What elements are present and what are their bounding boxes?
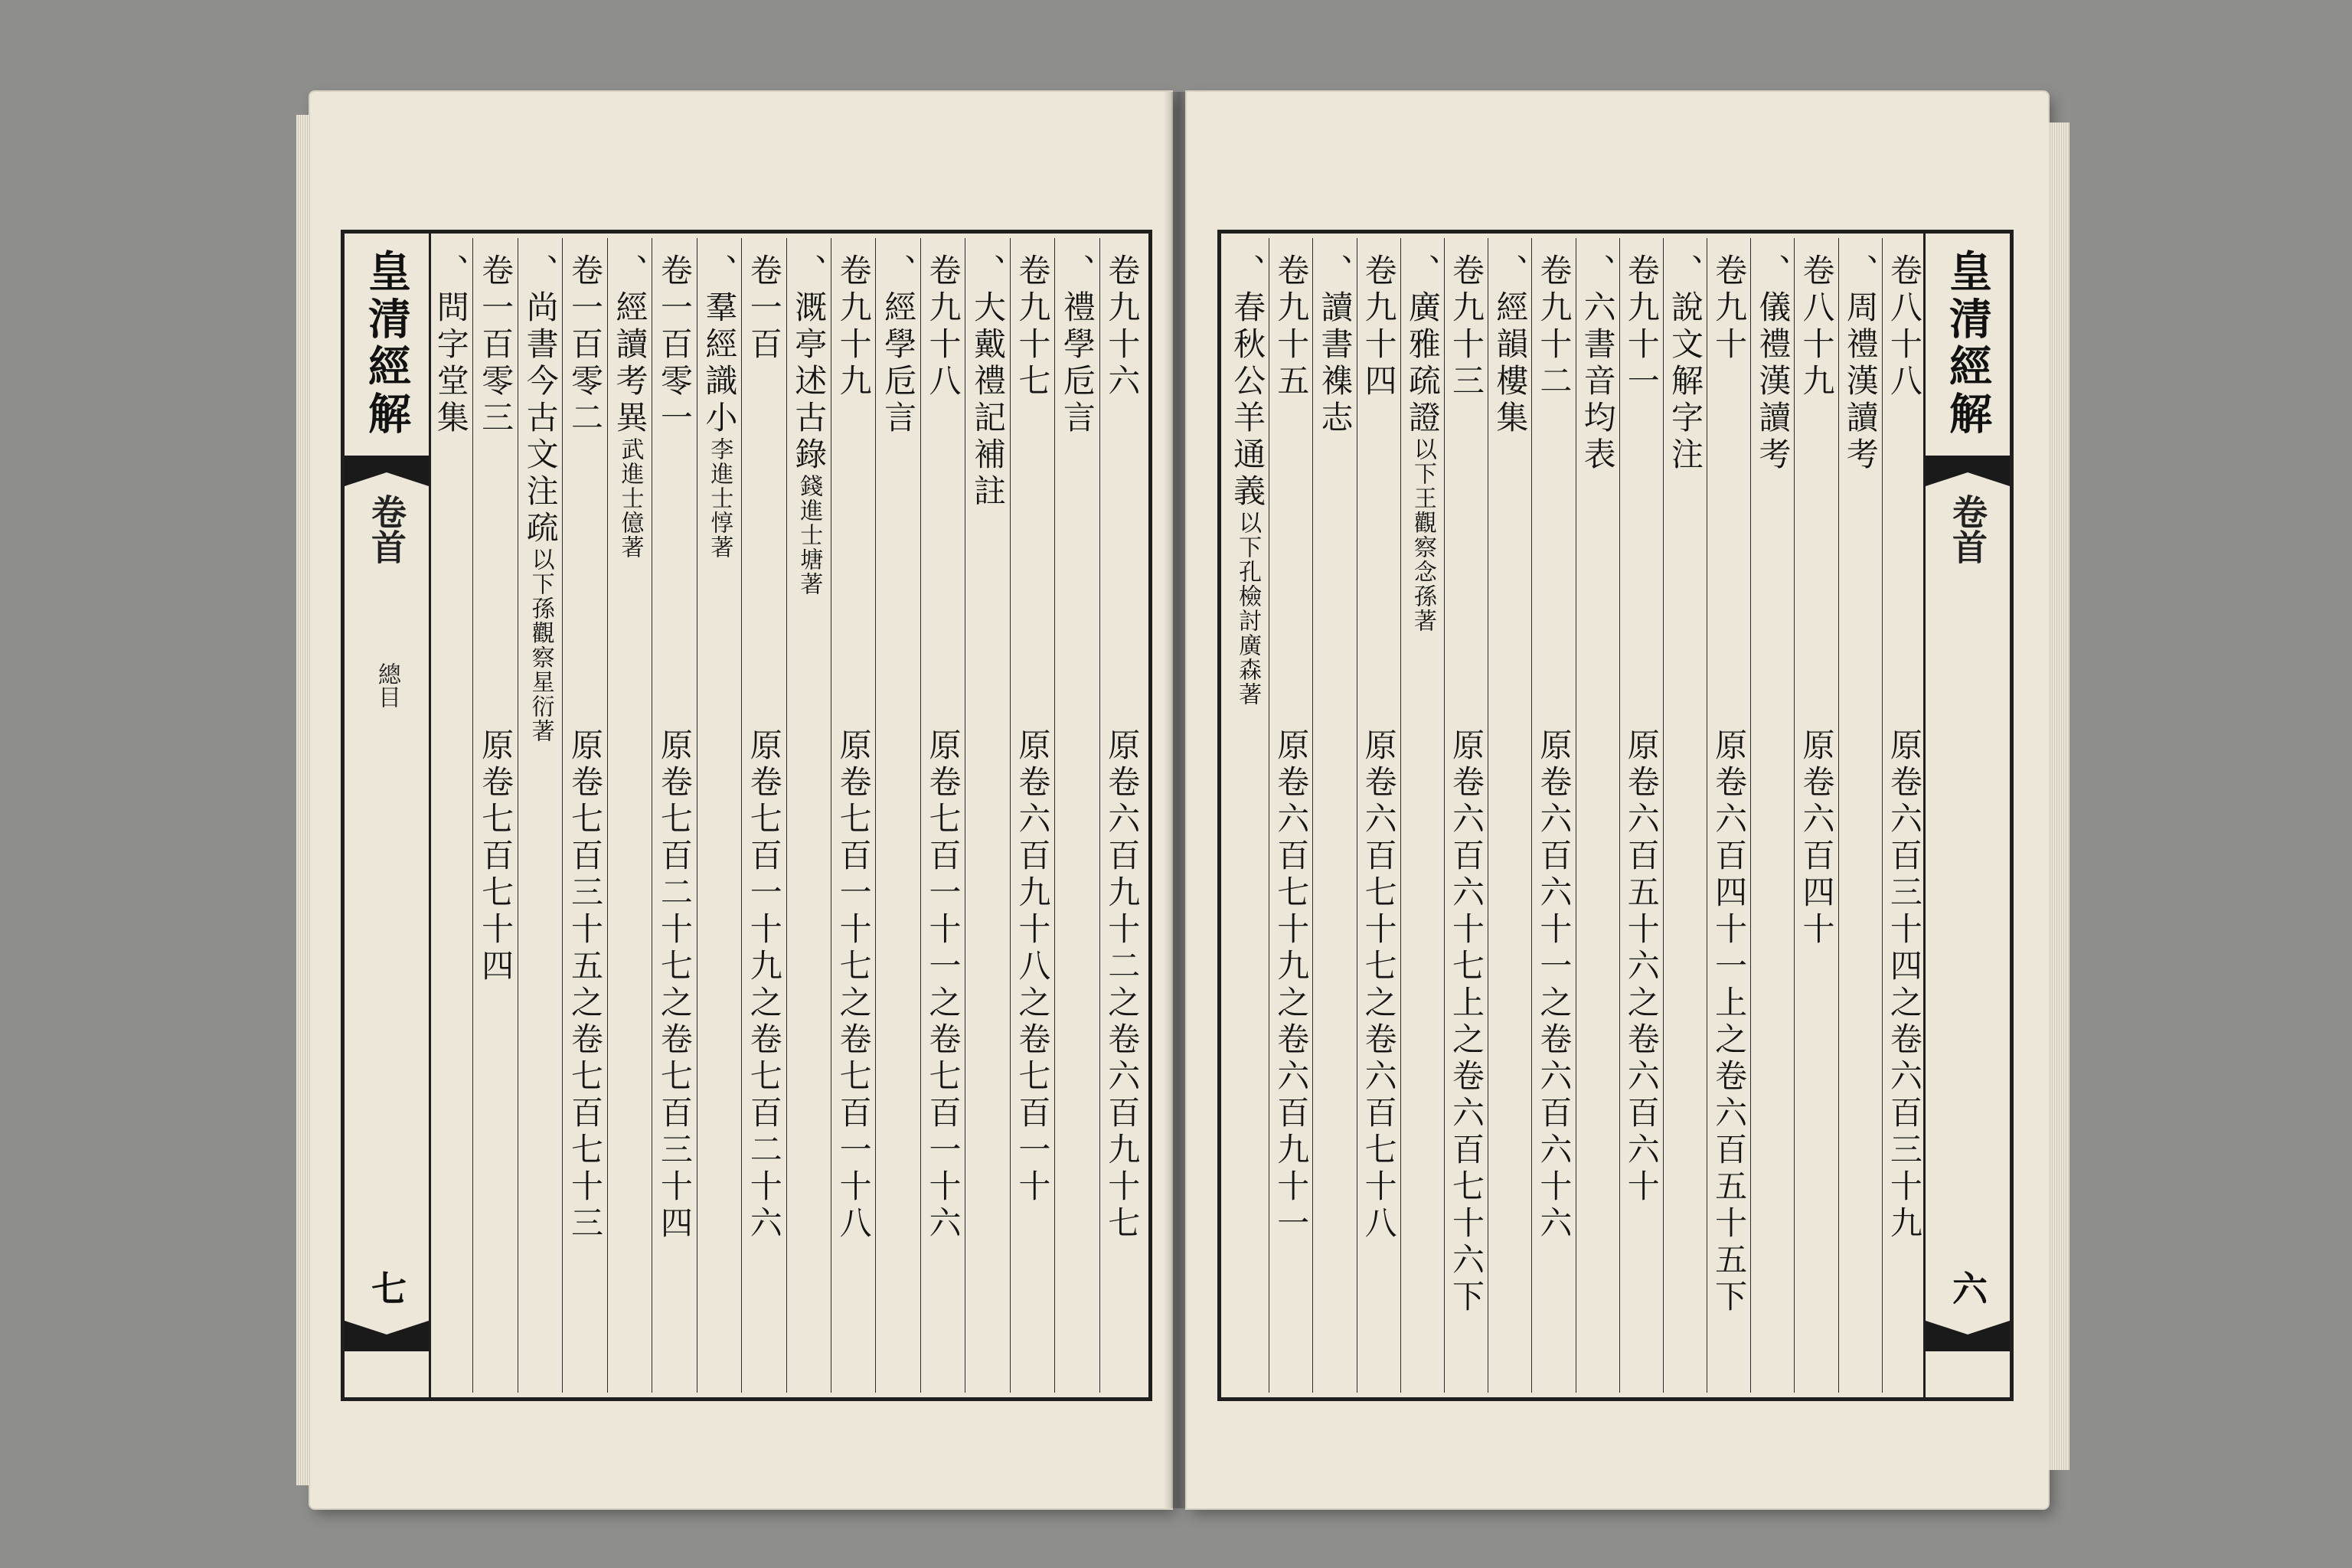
entry-text: 卷九十五 — [1272, 253, 1311, 400]
original-volume-range: 原卷七百一十七之卷七百一十八 — [835, 728, 873, 1243]
banner-title: 皇清經解 — [361, 249, 412, 439]
entry-text: 卷九十八 — [924, 253, 962, 400]
entry-text: 卷八十九 — [1798, 253, 1836, 400]
entry-text: 、經讀考異武進士億著 — [611, 253, 649, 560]
entry-text: 卷九十三 — [1448, 253, 1486, 400]
text-column — [1531, 238, 1575, 1393]
original-volume-range: 原卷六百六十一之卷六百六十六 — [1535, 728, 1573, 1243]
author-note: 以下王觀察念孫著 — [1409, 437, 1436, 633]
text-column — [1576, 238, 1619, 1393]
original-volume-range: 原卷六百五十六之卷六百六十 — [1622, 728, 1661, 1206]
entry-text: 卷九十二 — [1535, 253, 1573, 400]
text-column — [1099, 238, 1144, 1393]
entry-text: 卷九十六 — [1103, 253, 1142, 400]
banner-section: 總目 — [374, 662, 400, 708]
fishtail-mark — [345, 456, 429, 486]
right-columns — [1226, 238, 1926, 1393]
text-column — [1054, 238, 1099, 1393]
entry-text: 、儀禮漢讀考 — [1754, 253, 1792, 474]
original-volume-range: 原卷六百九十八之卷七百一十 — [1014, 728, 1052, 1206]
text-column — [1663, 238, 1707, 1393]
original-volume-range: 原卷六百七十七之卷六百七十八 — [1360, 728, 1398, 1243]
text-column — [1400, 238, 1444, 1393]
right-page — [1187, 92, 2048, 1508]
entry-text: 、六書音均表 — [1579, 253, 1617, 474]
entry-text: 、溉亭述古錄錢進士塘著 — [790, 253, 828, 596]
original-volume-range: 原卷六百九十二之卷六百九十七 — [1103, 728, 1142, 1243]
entry-text: 、問字堂集 — [432, 253, 470, 437]
entry-text: 卷一百零二 — [567, 253, 605, 437]
right-banner — [1923, 234, 2010, 1397]
page-number: 六 — [1947, 1270, 1988, 1305]
left-page-frame — [341, 230, 1152, 1401]
author-note: 武進士億著 — [616, 437, 644, 560]
entry-text: 卷九十九 — [835, 253, 873, 400]
original-volume-range: 原卷七百一十一之卷七百一十六 — [924, 728, 962, 1243]
text-column — [831, 238, 875, 1393]
entry-text: 、經學卮言 — [880, 253, 918, 437]
text-column — [1010, 238, 1054, 1393]
text-column — [1838, 238, 1882, 1393]
text-column — [1707, 238, 1750, 1393]
original-volume-range: 原卷六百四十一上之卷六百五十五下 — [1710, 728, 1749, 1316]
text-column — [1312, 238, 1356, 1393]
original-volume-range: 原卷六百六十七上之卷六百七十六下 — [1448, 728, 1486, 1316]
text-column — [472, 238, 517, 1393]
entry-text: 卷一百零三 — [477, 253, 515, 437]
entry-text: 、經韻樓集 — [1491, 253, 1530, 437]
original-volume-range: 原卷七百一十九之卷七百二十六 — [745, 728, 783, 1243]
text-column — [429, 238, 472, 1393]
original-volume-range: 原卷七百二十七之卷七百三十四 — [655, 728, 694, 1243]
text-column — [518, 238, 562, 1393]
text-column — [1444, 238, 1488, 1393]
original-volume-range: 原卷七百三十五之卷七百七十三 — [567, 728, 605, 1243]
entry-text: 卷九十四 — [1360, 253, 1398, 400]
fishtail-mark — [1926, 1321, 2010, 1351]
text-column — [652, 238, 696, 1393]
entry-text: 、說文解字注 — [1666, 253, 1704, 474]
text-column — [875, 238, 920, 1393]
original-volume-range: 原卷七百七十四 — [477, 728, 515, 985]
text-column — [965, 238, 1009, 1393]
entry-text: 、尚書今古文注疏以下孫觀察星衍著 — [521, 253, 560, 743]
text-column — [1226, 238, 1269, 1393]
entry-text: 卷九十七 — [1014, 253, 1052, 400]
open-book — [310, 92, 2048, 1508]
entry-text: 、大戴禮記補註 — [969, 253, 1007, 511]
entry-text: 卷一百 — [745, 253, 783, 364]
page-number: 七 — [366, 1270, 407, 1305]
text-column — [1357, 238, 1400, 1393]
text-column — [697, 238, 741, 1393]
page-edges — [2048, 122, 2069, 1470]
text-column — [1269, 238, 1312, 1393]
entry-text: 卷八十八 — [1885, 253, 1923, 400]
text-column — [920, 238, 965, 1393]
banner-title: 皇清經解 — [1942, 249, 1993, 439]
page-edges — [296, 115, 310, 1485]
entry-text: 、讀書襍志 — [1316, 253, 1354, 437]
author-note: 錢進士塘著 — [795, 474, 823, 596]
text-column — [1619, 238, 1663, 1393]
entry-text: 、廣雅疏證以下王觀察念孫著 — [1403, 253, 1442, 633]
original-volume-range: 原卷六百三十四之卷六百三十九 — [1885, 728, 1923, 1243]
fishtail-mark — [1926, 456, 2010, 486]
entry-text: 、周禮漢讀考 — [1841, 253, 1880, 474]
author-note: 李進士惇著 — [706, 437, 733, 560]
banner-volume: 卷首 — [1947, 494, 1988, 564]
author-note: 以下孔檢討廣森著 — [1234, 511, 1262, 707]
left-page — [310, 92, 1171, 1508]
original-volume-range: 原卷六百四十 — [1798, 728, 1836, 949]
left-banner — [345, 234, 431, 1397]
entry-text: 、春秋公羊通義以下孔檢討廣森著 — [1229, 253, 1267, 707]
text-column — [1882, 238, 1926, 1393]
text-column — [1488, 238, 1531, 1393]
text-column — [741, 238, 786, 1393]
text-column — [562, 238, 606, 1393]
entry-text: 卷一百零一 — [655, 253, 694, 437]
entry-text: 、羣經識小李進士惇著 — [701, 253, 739, 560]
right-page-frame — [1217, 230, 2014, 1401]
left-columns — [429, 238, 1144, 1393]
fishtail-mark — [345, 1321, 429, 1351]
text-column — [1794, 238, 1838, 1393]
banner-volume: 卷首 — [366, 494, 407, 564]
text-column — [607, 238, 652, 1393]
original-volume-range: 原卷六百七十九之卷六百九十一 — [1272, 728, 1311, 1243]
entry-text: 、禮學卮言 — [1058, 253, 1096, 437]
entry-text: 卷九十 — [1710, 253, 1749, 364]
entry-text: 卷九十一 — [1622, 253, 1661, 400]
text-column — [1750, 238, 1794, 1393]
text-column — [786, 238, 831, 1393]
author-note: 以下孫觀察星衍著 — [527, 547, 554, 743]
